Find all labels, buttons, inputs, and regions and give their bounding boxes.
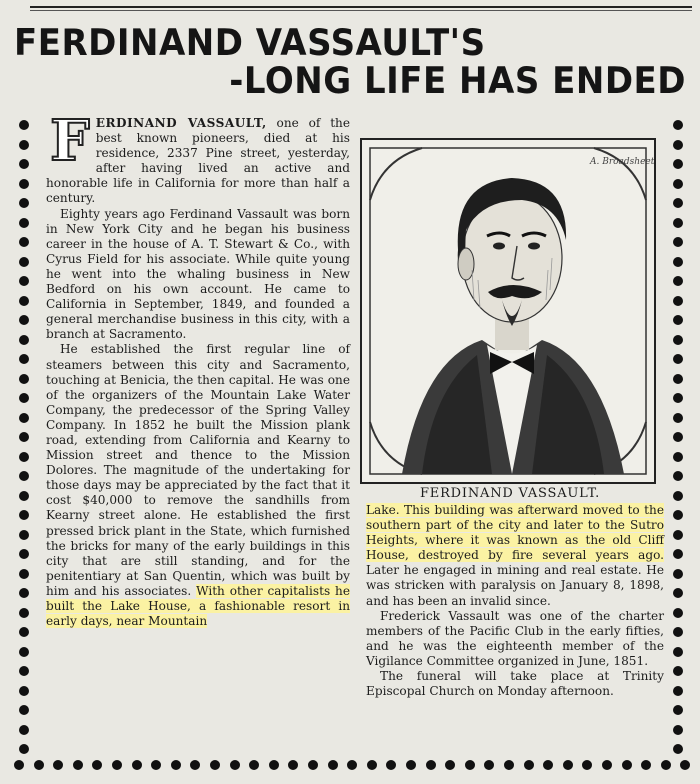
border-dot: [269, 760, 279, 770]
border-dot: [673, 744, 683, 754]
top-rule: [30, 6, 692, 8]
portrait-illustration: [360, 138, 656, 484]
border-dot: [673, 218, 683, 228]
border-dot: [19, 491, 29, 501]
border-dot: [673, 354, 683, 364]
continued-text: Later he engaged in mining and real estate. He was stricken with paralysis on January 8, 1898, and has been an invalid since.: [366, 563, 664, 608]
border-dot: [661, 760, 671, 770]
border-dot: [19, 530, 29, 540]
border-dot: [347, 760, 357, 770]
border-dot: [673, 413, 683, 423]
article-paragraph-club: Frederick Vassault was one of the charter members of the Pacific Club in the early fifties, and he was the eighteenth member of the Vigilance Committee organized in June, 1851.: [366, 608, 664, 668]
border-dot: [622, 760, 632, 770]
border-dot: [288, 760, 298, 770]
border-dot: [680, 760, 690, 770]
border-dot: [673, 140, 683, 150]
paragraph-1-text: one of the best known pioneers, died at his residence, 2337 Pine street, yesterday, after having lived an active and honorable life in California for more than half a century.: [46, 116, 350, 206]
border-dot: [673, 315, 683, 325]
border-dot: [673, 374, 683, 384]
article-paragraph-3: [46, 342, 350, 629]
border-dot: [19, 705, 29, 715]
portrait-engraving: [362, 140, 654, 482]
highlighted-text-left: With other capitalists he built the Lake House, a fashionable resort in early days, near Mountain: [46, 583, 350, 629]
border-dot: [673, 296, 683, 306]
border-dot: [249, 760, 259, 770]
right-dot-border: [673, 120, 687, 760]
border-dot: [673, 393, 683, 403]
border-dot: [504, 760, 514, 770]
border-dot: [19, 276, 29, 286]
border-dot: [19, 393, 29, 403]
left-article-column: [46, 108, 350, 629]
border-dot: [641, 760, 651, 770]
lead-name: ERDINAND VASSAULT,: [95, 116, 267, 130]
border-dot: [673, 510, 683, 520]
top-rule-thin: [30, 10, 692, 11]
border-dot: [73, 760, 83, 770]
border-dot: [19, 218, 29, 228]
border-dot: [524, 760, 534, 770]
border-dot: [673, 608, 683, 618]
border-dot: [34, 760, 44, 770]
border-dot: [171, 760, 181, 770]
border-dot: [19, 647, 29, 657]
border-dot: [563, 760, 573, 770]
article-paragraph-funeral: The funeral will take place at Trinity Episcopal Church on Monday afternoon.: [366, 669, 664, 699]
border-dot: [673, 647, 683, 657]
border-dot: [673, 627, 683, 637]
border-dot: [386, 760, 396, 770]
border-dot: [445, 760, 455, 770]
border-dot: [112, 760, 122, 770]
border-dot: [19, 432, 29, 442]
bottom-dot-border: [14, 760, 694, 774]
border-dot: [367, 760, 377, 770]
border-dot: [151, 760, 161, 770]
border-dot: [19, 296, 29, 306]
border-dot: [673, 569, 683, 579]
border-dot: [406, 760, 416, 770]
left-dot-border: [19, 120, 33, 760]
border-dot: [673, 432, 683, 442]
border-dot: [673, 452, 683, 462]
border-dot: [673, 335, 683, 345]
border-dot: [673, 159, 683, 169]
border-dot: [673, 179, 683, 189]
border-dot: [19, 179, 29, 189]
border-dot: [673, 705, 683, 715]
border-dot: [19, 140, 29, 150]
border-dot: [19, 120, 29, 130]
border-dot: [465, 760, 475, 770]
border-dot: [53, 760, 63, 770]
border-dot: [92, 760, 102, 770]
border-dot: [308, 760, 318, 770]
border-dot: [19, 549, 29, 559]
border-dot: [19, 452, 29, 462]
headline: [14, 21, 694, 103]
border-dot: [210, 760, 220, 770]
border-dot: [673, 257, 683, 267]
border-dot: [19, 569, 29, 579]
border-dot: [673, 588, 683, 598]
border-dot: [19, 588, 29, 598]
border-dot: [484, 760, 494, 770]
border-dot: [673, 686, 683, 696]
border-dot: [602, 760, 612, 770]
border-dot: [230, 760, 240, 770]
border-dot: [582, 760, 592, 770]
right-article-column: [366, 503, 664, 699]
continued-paragraph: [366, 503, 664, 609]
border-dot: [19, 725, 29, 735]
article-paragraph-2: Eighty years ago Ferdinand Vassault was born in New York City and he began his business career in the house of A. T. Stewart & Co., with Cyrus Field for his associate. While quite young he went into the whaling business in New Bedford on his own account. He came to California in September, 1849, and founded a general merchandise business in this city, with a branch at Sacramento.: [46, 206, 350, 342]
border-dot: [19, 257, 29, 267]
border-dot: [19, 627, 29, 637]
border-dot: [19, 608, 29, 618]
border-dot: [19, 374, 29, 384]
headline-line-2: -LONG LIFE HAS ENDED: [229, 59, 686, 103]
border-dot: [673, 120, 683, 130]
border-dot: [19, 237, 29, 247]
border-dot: [328, 760, 338, 770]
border-dot: [19, 335, 29, 345]
border-dot: [673, 276, 683, 286]
border-dot: [19, 471, 29, 481]
artist-signature: A. Broadsheet: [590, 157, 654, 167]
border-dot: [19, 666, 29, 676]
border-dot: [673, 471, 683, 481]
paragraph-3-text: He established the first regular line of steamers between this city and Sacramento, touching at Benicia, the then capital. He was one of the organizers of the Mountain Lake Water Company, the predecessor of the Spring Valley Company. In 1852 he built the Mission plank road, extending from California and Kearny to Mission street and thence to the Mission Dolores. The magnitude of the undertaking for those days may be appreciated by the fact that it cost $40,000 to remove the sandhills from Kearny street alone. He established the first pressed brick plant in the State, which furnished the bricks for many of the early buildings in this city that are still standing, and for the penitentiary at San Quentin, which was built by him and his associates.: [46, 342, 350, 598]
headline-line-1: FERDINAND VASSAULT'S: [14, 21, 486, 65]
border-dot: [543, 760, 553, 770]
border-dot: [673, 549, 683, 559]
border-dot: [19, 413, 29, 423]
border-dot: [673, 666, 683, 676]
border-dot: [673, 491, 683, 501]
border-dot: [19, 198, 29, 208]
border-dot: [19, 159, 29, 169]
border-dot: [132, 760, 142, 770]
border-dot: [19, 315, 29, 325]
border-dot: [19, 510, 29, 520]
border-dot: [19, 744, 29, 754]
border-dot: [426, 760, 436, 770]
border-dot: [190, 760, 200, 770]
border-dot: [673, 237, 683, 247]
article-paragraph-1: [46, 108, 350, 207]
highlighted-text-right: Lake. This building was afterward moved to the southern part of the city and later to the Sutro Heights, where it was known as the old Cliff House, destroyed by fire several years ago.: [366, 503, 664, 563]
border-dot: [19, 686, 29, 696]
drop-cap: F: [50, 108, 90, 174]
border-dot: [19, 354, 29, 364]
border-dot: [14, 760, 24, 770]
border-dot: [673, 198, 683, 208]
portrait-caption: FERDINAND VASSAULT.: [419, 486, 601, 501]
border-dot: [673, 530, 683, 540]
border-dot: [673, 725, 683, 735]
